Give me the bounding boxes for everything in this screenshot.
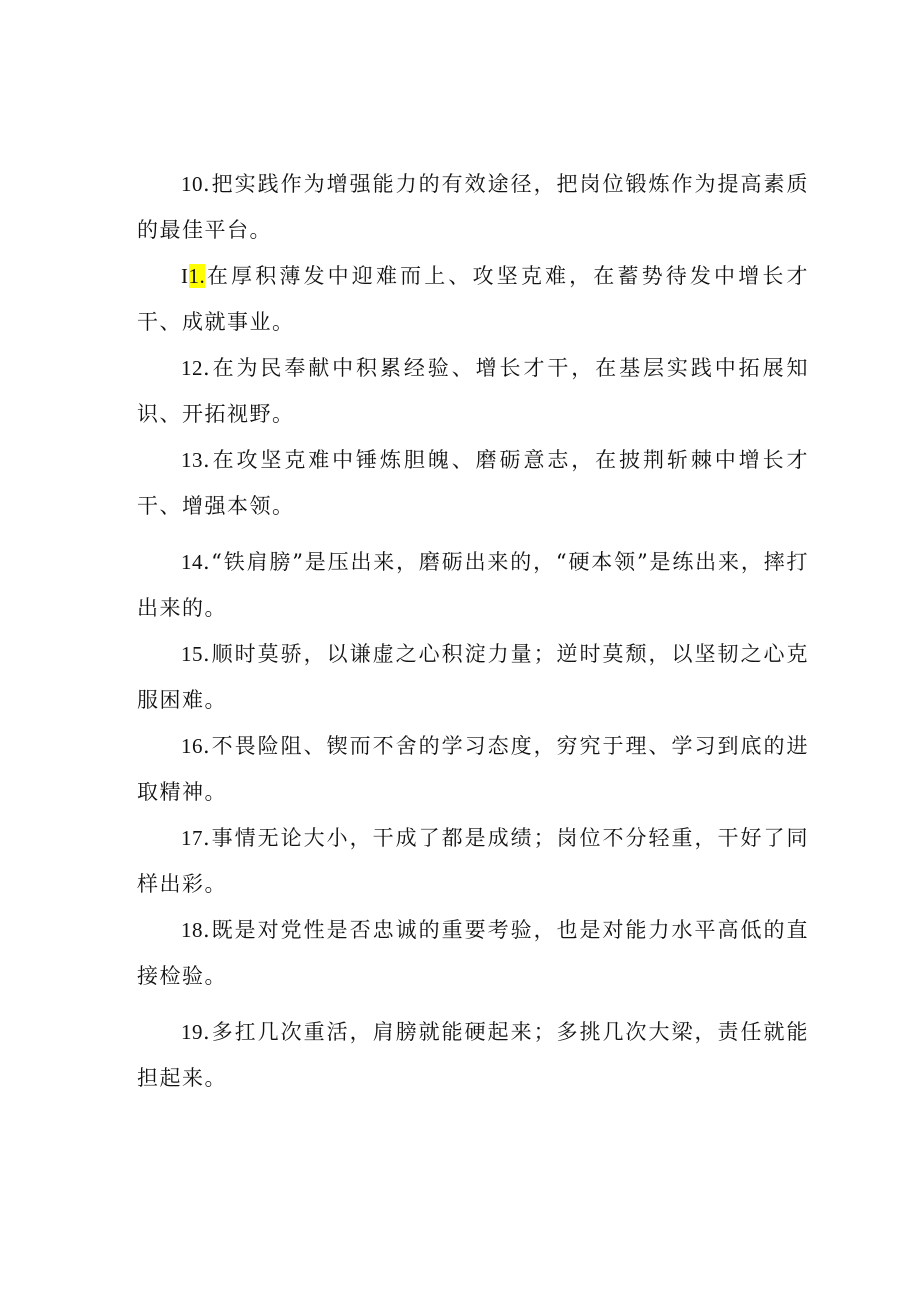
item-number: 10 bbox=[181, 172, 203, 196]
item-text: .在为民奉献中积累经验、增长才干，在基层实践中拓展知识、开拓视野。 bbox=[137, 356, 809, 426]
item-text: .把实践作为增强能力的有效途径，把岗位锻炼作为提高素质的最佳平台。 bbox=[137, 172, 809, 242]
list-item-15 bbox=[137, 631, 809, 723]
item-number: 16 bbox=[181, 734, 203, 758]
list-item-12 bbox=[137, 345, 809, 437]
item-number: 13 bbox=[181, 448, 203, 472]
list-item-18 bbox=[137, 907, 809, 999]
item-text: .既是对党性是否忠诚的重要考验，也是对能力水平高低的直接检验。 bbox=[137, 918, 809, 988]
highlight-mark: 1. bbox=[188, 264, 206, 288]
item-number: I1. bbox=[181, 264, 206, 288]
item-text: .不畏险阻、锲而不舍的学习态度，穷究于理、学习到底的进取精神。 bbox=[137, 734, 809, 804]
item-text: 在厚积薄发中迎难而上、攻坚克难，在蓄势待发中增长才干、成就事业。 bbox=[137, 264, 809, 334]
item-text: .在攻坚克难中锤炼胆魄、磨砺意志，在披荆斩棘中增长才干、增强本领。 bbox=[137, 448, 809, 518]
list-item-10 bbox=[137, 161, 809, 253]
item-text: .事情无论大小，干成了都是成绩；岗位不分轻重，干好了同样出彩。 bbox=[137, 826, 809, 896]
item-number: 15 bbox=[181, 642, 203, 666]
list-item-13 bbox=[137, 437, 809, 529]
item-number: 12 bbox=[181, 356, 203, 380]
item-number: 14 bbox=[181, 550, 203, 574]
item-number: 17 bbox=[181, 826, 203, 850]
list-item-19 bbox=[137, 1009, 809, 1101]
item-text: .多扛几次重活，肩膀就能硬起来；多挑几次大梁，责任就能担起来。 bbox=[137, 1020, 809, 1090]
list-item-16 bbox=[137, 723, 809, 815]
list-item-14 bbox=[137, 539, 809, 631]
item-text: .“铁肩膀”是压出来，磨砺出来的，“硬本领”是练出来，摔打出来的。 bbox=[137, 550, 809, 620]
item-number: 19 bbox=[181, 1020, 203, 1044]
list-item-11 bbox=[137, 253, 809, 345]
item-number: 18 bbox=[181, 918, 203, 942]
item-text: .顺时莫骄，以谦虚之心积淀力量；逆时莫颓，以坚韧之心克服困难。 bbox=[137, 642, 809, 712]
list-item-17 bbox=[137, 815, 809, 907]
